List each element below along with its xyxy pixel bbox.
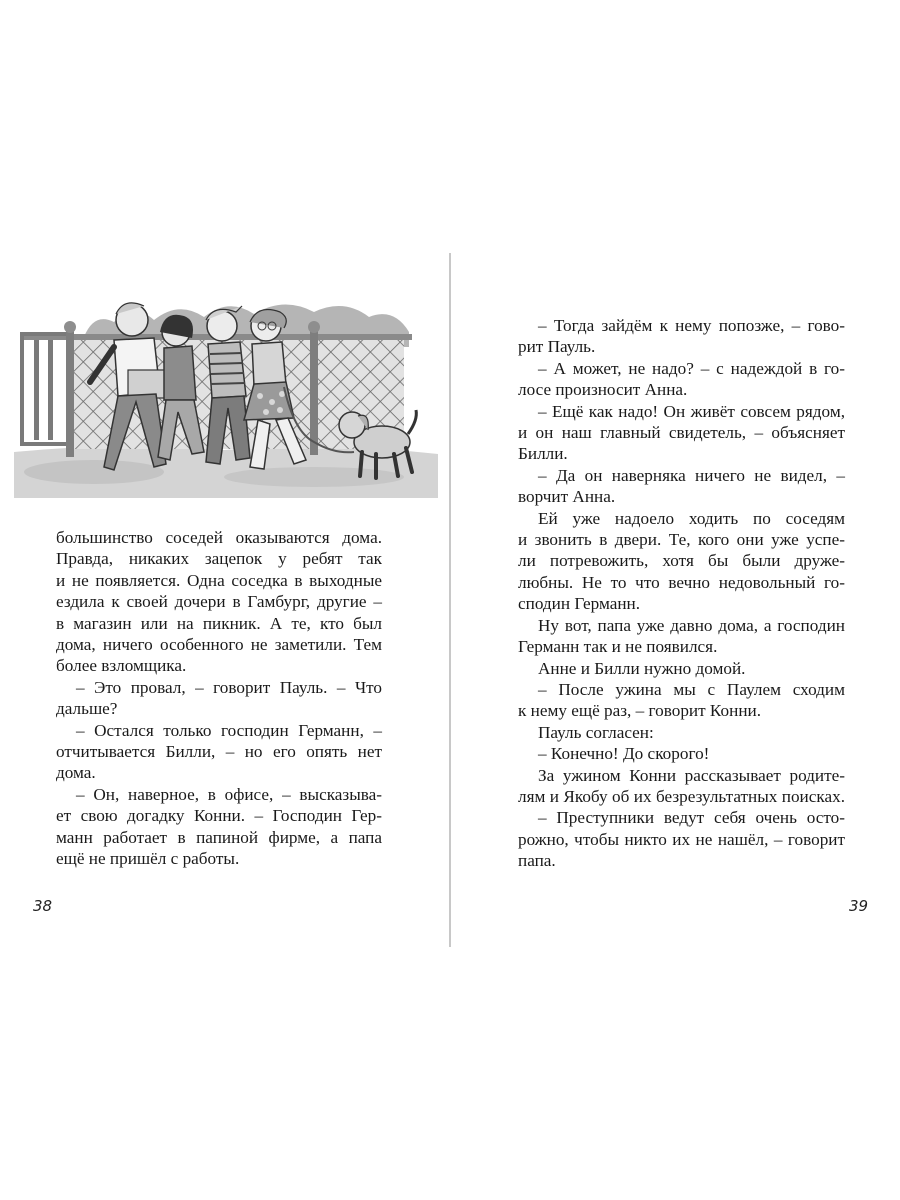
- text-line: манн работает в папиной фирме, а папа: [56, 827, 382, 847]
- text-line: ворчит Анна.: [518, 487, 616, 507]
- text-line: большинство соседей оказываются дома.: [56, 528, 382, 547]
- text-line: – Остался только господин Германн, –: [76, 720, 382, 740]
- text-line: сподин Германн.: [518, 594, 641, 614]
- text-line: – Тогда зайдём к нему попозже, – гово-: [538, 316, 845, 335]
- children-walking-illustration: [14, 292, 438, 498]
- text-line: ездила к своей дочери в Гамбург, другие –: [56, 592, 382, 612]
- text-line: – Он, наверное, в офисе, – высказыва-: [76, 784, 382, 804]
- text-line: – Это провал, – говорит Пауль. – Что: [76, 677, 382, 697]
- text-line: дальше?: [56, 699, 118, 719]
- text-line: к нему ещё раз, – говорит Конни.: [518, 701, 762, 721]
- left-page-text: [56, 527, 382, 870]
- text-line: – Да он наверняка ничего не видел, –: [538, 465, 845, 485]
- text-line: ли потревожить, хотя бы были друже-: [518, 551, 845, 571]
- text-line: рожно, чтобы никто их не нашёл, – говорит: [518, 829, 845, 849]
- text-line: более взломщика.: [56, 656, 187, 676]
- text-line: любны. Не то что вечно недовольный го-: [518, 572, 845, 592]
- text-line: Анне и Билли нужно домой.: [538, 658, 746, 678]
- text-line: лосе произносит Анна.: [518, 380, 688, 400]
- text-line: дома.: [56, 763, 96, 783]
- page-number-left: 38: [33, 897, 53, 915]
- right-page-text: [518, 315, 845, 872]
- text-line: Ну вот, папа уже давно дома, а господин: [538, 615, 845, 635]
- text-line: Билли.: [518, 444, 568, 464]
- text-line: лям и Якобу об их безрезультатных поисках.: [518, 786, 845, 806]
- text-line: Ей уже надоело ходить по соседям: [538, 508, 845, 528]
- text-line: ещё не пришёл с работы.: [56, 849, 240, 869]
- page-number-right: 39: [849, 897, 869, 915]
- text-line: Правда, никаких зацепок у ребят так: [56, 549, 382, 569]
- text-line: и звонить в двери. Те, кого они уже успе-: [518, 530, 845, 550]
- text-line: в магазин или на пикник. А те, кто был: [56, 613, 382, 633]
- text-line: дома, ничего особенного не заметили. Тем: [56, 635, 382, 655]
- text-line: За ужином Конни рассказывает родите-: [538, 765, 845, 785]
- text-line: Германн так и не появился.: [518, 637, 718, 657]
- text-line: рит Пауль.: [518, 337, 596, 357]
- text-line: и он наш главный свидетель, – объясняет: [518, 423, 845, 443]
- text-line: отчитывается Билли, – но его опять нет: [56, 742, 382, 762]
- text-line: и не появляется. Одна соседка в выходные: [56, 570, 382, 590]
- text-line: – А может, не надо? – с надеждой в го-: [538, 358, 845, 378]
- text-line: – Ещё как надо! Он живёт совсем рядом,: [538, 401, 845, 421]
- text-line: – После ужина мы с Паулем сходим: [538, 679, 845, 699]
- text-line: – Конечно! До скорого!: [538, 744, 710, 764]
- text-line: папа.: [518, 851, 556, 871]
- text-line: Пауль согласен:: [538, 722, 654, 742]
- text-line: ет свою догадку Конни. – Господин Гер-: [56, 806, 382, 826]
- text-line: – Преступники ведут себя очень осто-: [538, 808, 845, 828]
